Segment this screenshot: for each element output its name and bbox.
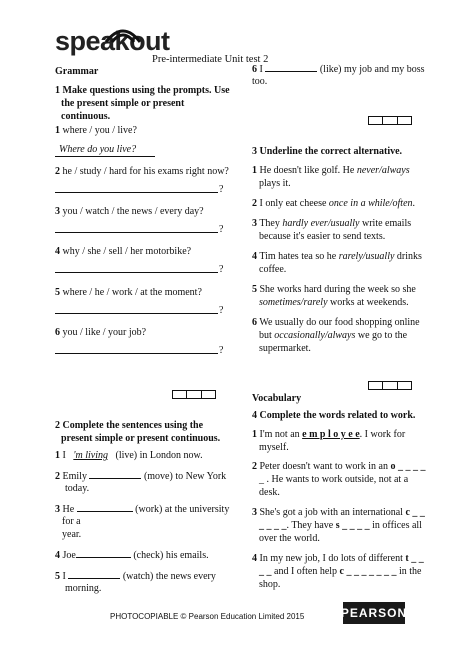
q2-instructions: 2 Complete the sentences using the present simple or present continuous. [55,420,221,444]
vocabulary-heading: Vocabulary [252,393,302,404]
question-mark: ? [219,345,224,356]
q3-item-1: 1 He doesn't like golf. He never/always plays it. [252,165,410,189]
score-box-q3 [368,381,412,390]
q2-blank-2[interactable] [89,469,141,479]
q2-item-3-cont: for a [62,516,81,527]
q1-item-4: 4 why / she / sell / her motorbike? [55,246,192,257]
score-box-q1 [172,390,216,399]
q2-item-3-cont2: year. [62,529,82,540]
speakout-logo: speakout [55,26,170,56]
q3-item-6: 6 We usually do our food shopping online but occasionally/always we go to the supermarket. [252,317,420,354]
q2-blank-3[interactable] [77,502,133,512]
q2-item-3: 3 He (work) at the university [55,504,230,515]
q1-example-prompt: 1 where / you / live? [55,125,137,136]
q1-answer-line-6[interactable] [55,353,218,354]
q1-answer-line-2[interactable] [55,192,218,193]
score-box-q2 [368,116,412,125]
q4-instructions: 4 Complete the words related to work. [252,410,416,421]
q2-item-4: 4 Joe (check) his emails. [55,550,209,561]
pearson-logo: PEARSON [343,602,405,624]
q2-item-5: 5 I (watch) the news every [55,571,216,582]
q2-blank-4[interactable] [76,548,131,558]
q2-item-1: 1 I 'm living (live) in London now. [55,450,203,461]
q1-instructions: 1 Make questions using the prompts. Use the present simple or present continuous. [55,85,230,122]
q1-item-3: 3 you / watch / the news / every day? [55,206,204,217]
q1-answer-line-5[interactable] [55,313,218,314]
q1-example-answer: Where do you live? [55,143,155,157]
q3-item-4: 4 Tim hates tea so he rarely/usually drinks coffee. [252,251,422,275]
grammar-heading: Grammar [55,66,99,77]
q1-answer-line-3[interactable] [55,232,218,233]
q2-item-2: 2 Emily (move) to New York [55,471,227,482]
q2-item-6-cont: too. [252,76,268,87]
logo-waves-icon [98,22,148,44]
question-mark: ? [219,305,224,316]
q1-item-5: 5 where / he / work / at the moment? [55,287,202,298]
q2-blank-5[interactable] [68,569,120,579]
q3-item-3: 3 They hardly ever/usually write emails because it's easier to send texts. [252,218,412,242]
q3-instructions: 3 Underline the correct alternative. [252,146,403,157]
document-title: Pre-intermediate Unit test 2 [152,54,269,65]
q4-item-4: 4 In my new job, I do lots of different t _ _ _ _ and I often help c _ _ _ _ _ _ _ in the shop. [252,553,424,590]
q4-item-1: 1 I'm not an e m p l o y e e. I work for myself. [252,429,406,453]
q2-blank-6[interactable] [265,62,317,72]
q2-item-5-cont: morning. [65,583,102,594]
q3-item-2: 2 I only eat cheese once in a while/often. [252,198,416,209]
q4-item-2: 2 Peter doesn't want to work in an o _ _ _ _ _ . He wants to work outside, not at a desk. [252,461,426,498]
q3-item-5: 5 She works hard during the week so she sometimes/rarely works at weekends. [252,284,416,308]
copyright-footer: PHOTOCOPIABLE © Pearson Education Limited 2015 [110,612,305,621]
q2-item-2-cont: today. [65,483,90,494]
question-mark: ? [219,224,224,235]
question-mark: ? [219,184,224,195]
q1-item-2: 2 he / study / hard for his exams right now? [55,166,229,177]
q1-item-6: 6 you / like / your job? [55,327,147,338]
question-mark: ? [219,264,224,275]
q1-answer-line-4[interactable] [55,272,218,273]
q2-item-6: 6 I (like) my job and my boss [252,64,425,75]
q4-item-3: 3 She's got a job with an international c _ _ _ _ _ _. They have s _ _ _ _ in offices all over the world. [252,507,425,544]
